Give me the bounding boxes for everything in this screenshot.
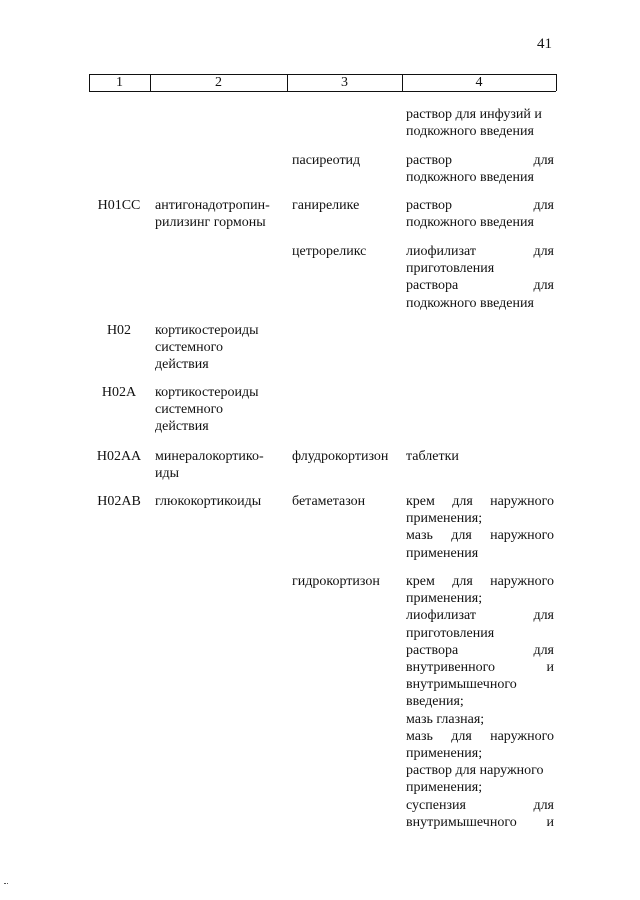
header-col-1: 1: [116, 75, 123, 90]
code-cell: H02A: [101, 385, 137, 400]
cell-line: введения;: [406, 694, 464, 710]
cell-line: внутримышечного: [406, 677, 517, 693]
cell-line: лиофилизат для: [406, 608, 554, 624]
cell-line: крем для наружного: [406, 574, 554, 589]
substance-cell: цетрореликс: [292, 244, 367, 259]
cell-line: мазь для наружного: [406, 728, 554, 744]
cell-line: иды: [155, 466, 180, 482]
cell-line: раствор для наружного: [406, 763, 544, 779]
cell-line: действия: [155, 357, 209, 373]
cell-line: применения: [406, 545, 479, 561]
substance-cell: пасиреотид: [292, 153, 361, 168]
code-cell: H01CC: [97, 198, 141, 213]
form-cell: [406, 243, 554, 312]
cell-line: приготовления: [406, 625, 495, 641]
group-cell: [155, 493, 285, 510]
cell-line: раствора для: [406, 642, 554, 658]
cell-line: кортикостероиды: [155, 323, 259, 338]
cell-line: подкожного введения: [406, 124, 534, 140]
cell-line: действия: [155, 419, 209, 435]
group-cell: [155, 197, 285, 231]
group-cell: [155, 322, 285, 374]
cell-line: антигонадотропин-: [155, 198, 270, 213]
cell-line: применения;: [406, 746, 483, 762]
cell-line: приготовления: [406, 261, 495, 277]
cell-line: внутримышечного и: [406, 814, 554, 830]
header-divider: [556, 74, 557, 91]
cell-line: внутривенного и: [406, 660, 554, 676]
cell-line: подкожного введения: [406, 170, 534, 186]
cell-line: рилизинг гормоны: [155, 215, 266, 231]
code-cell: H02: [106, 323, 132, 338]
cell-line: раствор для инфузий и: [406, 107, 542, 122]
header-col-2: 2: [215, 75, 222, 90]
substance-cell: бетаметазон: [292, 494, 366, 509]
cell-line: глюкокортикоиды: [155, 494, 262, 509]
header-col-3: 3: [341, 75, 348, 90]
cell-line: применения;: [406, 591, 483, 607]
cell-line: крем для наружного: [406, 494, 554, 509]
cell-line: системного: [155, 340, 223, 356]
header-col-4: 4: [475, 75, 483, 90]
cell-line: применения;: [406, 780, 483, 796]
form-cell: [406, 493, 554, 562]
form-cell: [406, 573, 554, 831]
substance-cell: ганирелике: [292, 198, 360, 213]
form-cell: [406, 106, 554, 140]
cell-line: подкожного введения: [406, 215, 534, 231]
group-cell: [155, 384, 285, 436]
form-cell: [406, 197, 554, 231]
cell-line: системного: [155, 402, 223, 418]
cell-line: применения;: [406, 511, 483, 527]
form-cell: [406, 448, 554, 465]
substance-cell: флудрокортизон: [292, 449, 389, 464]
group-cell: [155, 448, 285, 482]
cell-line: таблетки: [406, 449, 459, 464]
cell-line: минералокортико-: [155, 449, 264, 464]
cell-line: подкожного введения: [406, 295, 534, 311]
cell-line: раствор для: [406, 153, 554, 168]
cell-line: кортикостероиды: [155, 385, 259, 400]
header-bottom-rule: [89, 91, 556, 92]
cell-line: мазь для наружного: [406, 528, 554, 544]
cell-line: суспензия для: [406, 797, 554, 813]
page-number: 41: [537, 36, 552, 52]
cell-line: лиофилизат для: [406, 244, 554, 259]
cell-line: раствор для: [406, 198, 554, 213]
code-cell: H02AB: [97, 494, 141, 509]
form-cell: [406, 152, 554, 186]
scan-mark: [4, 883, 8, 885]
cell-line: мазь глазная;: [406, 711, 485, 727]
substance-cell: гидрокортизон: [292, 574, 380, 589]
cell-line: раствора для: [406, 278, 554, 294]
code-cell: H02AA: [96, 449, 142, 464]
